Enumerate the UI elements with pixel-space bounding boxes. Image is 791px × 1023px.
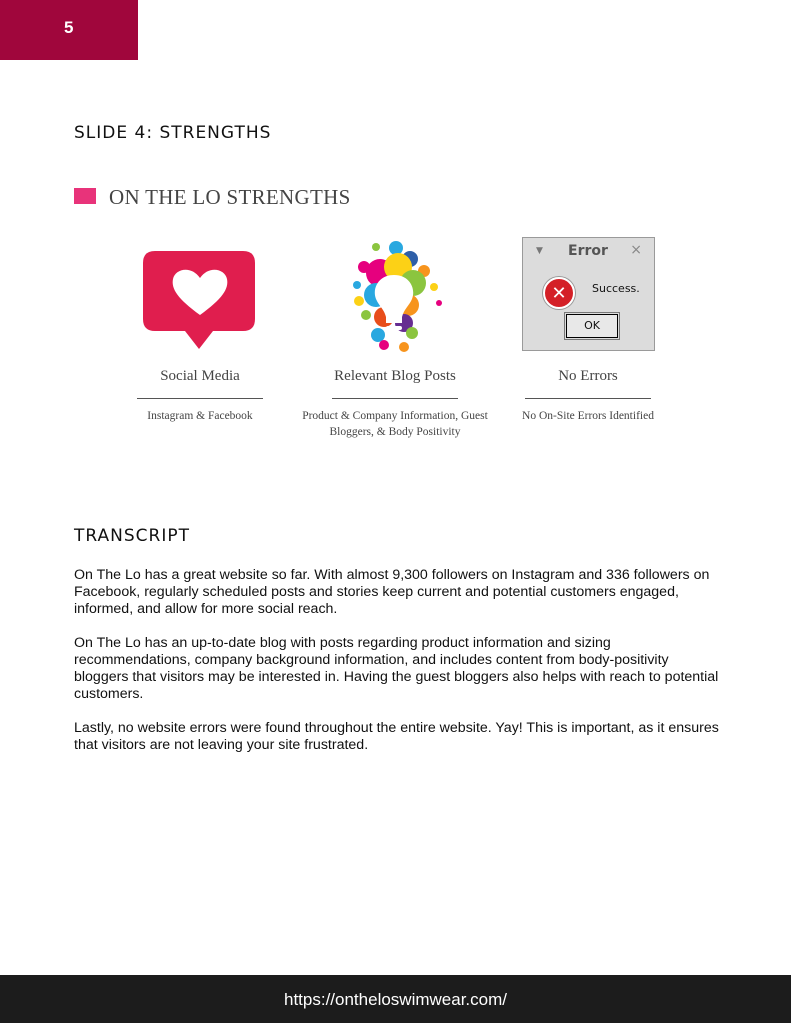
page-number: 5 <box>64 18 74 37</box>
dialog-titlebar <box>523 238 654 264</box>
card-label: Relevant Blog Posts <box>334 368 456 384</box>
close-icon: × <box>630 242 642 258</box>
transcript-paragraph: On The Lo has a great website so far. With almost 9,300 followers on Instagram and 336 followers on Facebook, regularly scheduled posts and stories keep current and potential customers engaged, informed, and allow for more social reach. <box>74 567 710 617</box>
divider <box>137 398 263 399</box>
card-label: Social Media <box>160 368 240 384</box>
transcript-heading: TRANSCRIPT <box>74 526 190 546</box>
transcript-body <box>74 567 724 771</box>
ok-button: OK <box>566 314 618 338</box>
dialog-message: Success. <box>592 282 640 295</box>
transcript-paragraph: Lastly, no website errors were found throughout the entire website. Yay! This is important, as it ensures that visitors are not leaving your site frustrated. <box>74 720 719 753</box>
heart-chat-icon <box>105 235 295 360</box>
strength-card-blog-posts <box>300 235 490 440</box>
card-label: No Errors <box>558 368 618 384</box>
slide-title: ON THE LO STRENGTHS <box>109 185 351 209</box>
dropdown-arrow-icon: ▼ <box>536 246 543 256</box>
footer-bar <box>0 975 791 1023</box>
card-subtext: Instagram & Facebook <box>147 410 253 422</box>
card-subtext: Product & Company Information, Guest Bloggers, & Body Positivity <box>302 410 488 438</box>
divider <box>525 398 651 399</box>
footer-url: https://ontheloswimwear.com/ <box>284 990 507 1009</box>
transcript-paragraph: On The Lo has an up-to-date blog with posts regarding product information and sizing recommendations, company background information, and includes content from body-positivity bloggers that visitors may be interested in. Having the guest bloggers also helps with reach to potential customers. <box>74 635 719 702</box>
error-dialog-icon <box>493 235 683 360</box>
lightbulb-icon <box>300 235 490 360</box>
dialog-title: Error <box>568 243 608 259</box>
error-x-icon: ✕ <box>543 277 575 309</box>
page-number-badge <box>0 0 138 60</box>
card-subtext: No On-Site Errors Identified <box>522 410 654 422</box>
title-bullet-icon <box>74 188 96 204</box>
strength-card-no-errors <box>493 235 683 424</box>
error-dialog <box>522 237 655 351</box>
slide-heading: SLIDE 4: STRENGTHS <box>74 123 272 143</box>
divider <box>332 398 458 399</box>
strength-card-social-media <box>105 235 295 424</box>
